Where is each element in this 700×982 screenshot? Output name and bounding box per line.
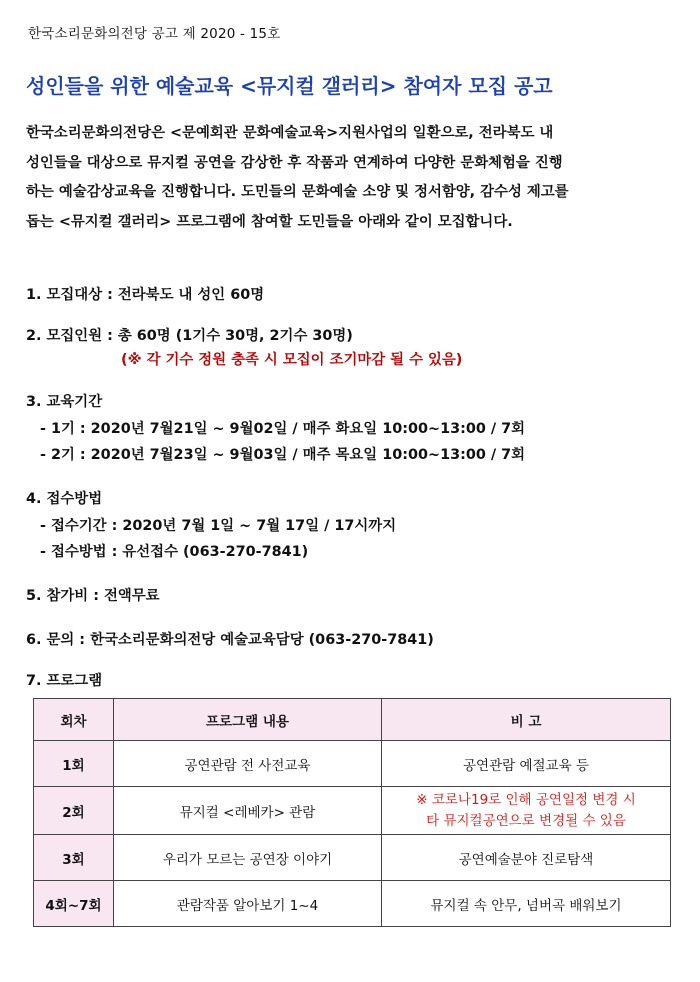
intro-line: 성인들을 대상으로 뮤지컬 공연을 감상한 후 작품과 연계하여 다양한 문화체험을 진행 <box>26 154 563 171</box>
intro-line: 한국소리문화의전당은 <문예회관 문화예술교육>지원사업의 일환으로, 전라북도 내 <box>26 125 554 141</box>
section-contact: 6. 문의 : 한국소리문화의전당 예술교육담당 (063-270-7841) <box>26 632 434 648</box>
intro-paragraph <box>26 119 670 237</box>
session-cell: 3회 <box>34 835 114 881</box>
section-count: 2. 모집인원 : 총 60명 (1기수 30명, 2기수 30명) <box>26 328 353 344</box>
note-line: ※ 코로나19로 인해 공연일정 변경 시 <box>416 791 636 808</box>
note-cell: 뮤지컬 속 안무, 넘버곡 배워보기 <box>382 881 671 927</box>
apply-period: - 접수기간 : 2020년 7월 1일 ~ 7월 17일 / 17시까지 <box>40 518 397 534</box>
section-target: 1. 모집대상 : 전라북도 내 성인 60명 <box>26 287 265 303</box>
period-cohort-1: - 1기 : 2020년 7월21일 ~ 9월02일 / 매주 화요일 10:00~13:00 / 7회 <box>40 421 526 437</box>
notice-number: 한국소리문화의전당 공고 제 2020 - 15호 <box>28 26 281 42</box>
intro-line: 돕는 <뮤지컬 갤러리> 프로그램에 참여할 도민들을 아래와 같이 모집합니다. <box>26 213 513 230</box>
note-cell <box>382 787 671 835</box>
apply-method: - 접수방법 : 유선접수 (063-270-7841) <box>40 544 309 560</box>
header-content: 프로그램 내용 <box>114 699 382 741</box>
header-session: 회차 <box>34 699 114 741</box>
content-cell: 공연관람 전 사전교육 <box>114 741 382 787</box>
program-table <box>33 698 671 927</box>
session-cell: 1회 <box>34 741 114 787</box>
session-cell: 4회~7회 <box>34 881 114 927</box>
content-cell: 관람작품 알아보기 1~4 <box>114 881 382 927</box>
note-cell: 공연예술분야 진로탐색 <box>382 835 671 881</box>
table-row <box>34 787 671 835</box>
content-cell: 우리가 모르는 공연장 이야기 <box>114 835 382 881</box>
page-title: 성인들을 위한 예술교육 <뮤지컬 갤러리> 참여자 모집 공고 <box>26 74 553 98</box>
period-cohort-2: - 2기 : 2020년 7월23일 ~ 9월03일 / 매주 목요일 10:00~13:00 / 7회 <box>40 447 526 463</box>
section-program: 7. 프로그램 <box>26 673 103 689</box>
note-line: 타 뮤지컬공연으로 변경될 수 있음 <box>426 812 626 829</box>
section-apply: 4. 접수방법 <box>26 491 103 507</box>
session-cell: 2회 <box>34 787 114 835</box>
intro-line: 하는 예술감상교육을 진행합니다. 도민들의 문화예술 소양 및 정서함양, 감수성 제고를 <box>26 184 569 200</box>
table-row <box>34 881 671 927</box>
section-period: 3. 교육기간 <box>26 394 103 410</box>
note-cell: 공연관람 예절교육 등 <box>382 741 671 787</box>
section-fee: 5. 참가비 : 전액무료 <box>26 588 160 604</box>
table-row <box>34 741 671 787</box>
header-note: 비 고 <box>382 699 671 741</box>
content-cell: 뮤지컬 <레베카> 관람 <box>114 787 382 835</box>
table-header-row <box>34 699 671 741</box>
table-row <box>34 835 671 881</box>
count-note: (※ 각 기수 정원 충족 시 모집이 조기마감 될 수 있음) <box>121 352 463 368</box>
